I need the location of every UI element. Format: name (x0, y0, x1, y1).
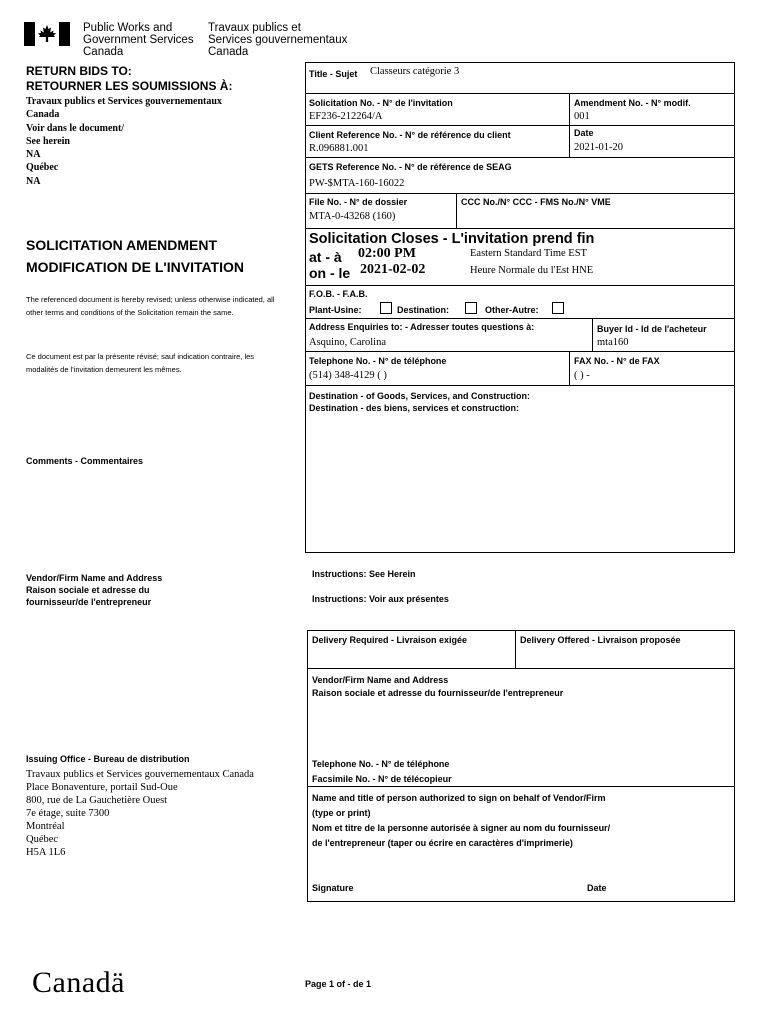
comments-label: Comments - Commentaires (26, 456, 144, 466)
plant-label: Plant-Usine: (309, 305, 362, 315)
department-name-en: Public Works and Government Services Canada (83, 22, 194, 58)
canada-flag-icon (24, 22, 70, 46)
vendor-facsimile-label: Facsimile No. - N° de télécopieur (312, 774, 452, 784)
closes-timezone-en: Eastern Standard Time EST (470, 248, 587, 259)
file-no-value: MTA-0-43268 (160) (309, 211, 396, 222)
other-label: Other-Autre: (485, 305, 539, 315)
amendment-no-label: Amendment No. - N° modif. (574, 98, 691, 108)
fax-label: FAX No. - N° de FAX (574, 356, 660, 366)
gets-ref-label: GETS Reference No. - N° de référence de SEAG (309, 162, 512, 172)
fax-value: ( ) - (574, 370, 590, 381)
other-checkbox[interactable] (552, 302, 564, 314)
return-bids-title-en: RETURN BIDS TO: (26, 64, 132, 78)
authorized-person-label: Name and title of person authorized to sign on behalf of Vendor/Firm (type or print) Nom et titre de la personne autorisée à signer au nom du fournisseur/ de l'entrepreneur (taper ou écrire en caractères d'imprimerie) (312, 793, 611, 848)
buyer-id-value: mta160 (597, 337, 629, 348)
return-bids-line: Québec (26, 162, 59, 174)
client-ref-label: Client Reference No. - N° de référence du client (309, 130, 511, 140)
closes-on-label: on - le (309, 265, 351, 281)
plant-checkbox[interactable] (380, 302, 392, 314)
fob-label: F.O.B. - F.A.B. (309, 289, 368, 299)
date-label: Date (574, 128, 594, 138)
issuing-office-label: Issuing Office - Bureau de distribution (26, 754, 190, 764)
issuing-line: Québec (26, 834, 59, 845)
signature-label: Signature (312, 883, 354, 893)
closes-at-label: at - à (309, 249, 342, 265)
return-bids-line: Voir dans le document/ (26, 122, 125, 134)
return-bids-address (26, 95, 222, 188)
buyer-id-label: Buyer Id - Id de l'acheteur (597, 324, 707, 334)
destination-checkbox[interactable] (465, 302, 477, 314)
solicitation-no-value: EF236-212264/A (309, 111, 383, 122)
issuing-line: Travaux publics et Services gouvernementaux Canada (26, 769, 254, 780)
amendment-no-value: 001 (574, 111, 590, 122)
vendor-telephone-label: Telephone No. - N° de téléphone (312, 759, 450, 769)
return-bids-line: See herein (26, 135, 70, 147)
closes-date-value: 2021-02-02 (360, 262, 426, 277)
gets-ref-value: PW-$MTA-160-16022 (309, 178, 405, 189)
return-bids-line: Travaux publics et Services gouvernementaux (26, 96, 222, 107)
closes-title: Solicitation Closes - L'invitation prend fin (309, 231, 595, 247)
return-bids-line: NA (26, 175, 41, 187)
file-no-label: File No. - N° de dossier (309, 197, 408, 207)
solicitation-no-label: Solicitation No. - N° de l'invitation (309, 98, 453, 108)
return-bids-title-fr: RETOURNER LES SOUMISSIONS À: (26, 79, 233, 93)
canada-wordmark: Canadä (32, 966, 125, 999)
issuing-line: 7e étage, suite 7300 (26, 808, 110, 819)
issuing-office-address (26, 768, 254, 859)
address-enquiries-label: Address Enquiries to: - Adresser toutes questions à: (309, 322, 535, 332)
amendment-text-en: The referenced document is hereby revised; unless otherwise indicated, all other terms and conditions of the Solicitation remain the same. (26, 295, 275, 317)
ccc-no-label: CCC No./N° CCC - FMS No./N° VME (461, 197, 611, 207)
title-value: Classeurs catégorie 3 (370, 66, 460, 77)
client-ref-value: R.096881.001 (309, 143, 369, 154)
issuing-line: Place Bonaventure, portail Sud-Oue (26, 782, 178, 793)
closes-timezone-fr: Heure Normale du l'Est HNE (470, 265, 594, 276)
issuing-line: H5A 1L6 (26, 847, 66, 858)
phone-value: (514) 348-4129 ( ) (309, 370, 387, 381)
delivery-required-label: Delivery Required - Livraison exigée (312, 635, 468, 645)
amendment-title-fr: MODIFICATION DE L'INVITATION (26, 259, 244, 275)
vendor-name-address-label: Vendor/Firm Name and Address Raison sociale et adresse du fournisseur/de l'entrepreneur (312, 675, 564, 698)
title-label: Title - Sujet (309, 69, 358, 79)
delivery-offered-label: Delivery Offered - Livraison proposée (520, 635, 681, 645)
amendment-text-fr: Ce document est par la présente révisé; sauf indication contraire, les modalités de l'invitation demeurent les mêmes. (26, 352, 255, 374)
instructions-en: Instructions: See Herein (312, 569, 416, 579)
return-bids-line: Canada (26, 109, 60, 121)
issuing-line: 800, rue de La Gauchetière Ouest (26, 795, 168, 806)
destination-checkbox-label: Destination: (397, 305, 450, 315)
amendment-title-en: SOLICITATION AMENDMENT (26, 237, 218, 253)
instructions-fr: Instructions: Voir aux présentes (312, 594, 449, 604)
signature-date-label: Date (587, 883, 607, 893)
phone-label: Telephone No. - N° de téléphone (309, 356, 447, 366)
page-number: Page 1 of - de 1 (305, 979, 372, 989)
address-enquiries-value: Asquino, Carolina (309, 337, 386, 348)
issuing-line: Montréal (26, 821, 65, 832)
destination-goods-label: Destination - of Goods, Services, and Construction: Destination - des biens, services et construction: (309, 391, 531, 413)
department-name-fr: Travaux publics et Services gouvernementaux Canada (208, 22, 348, 58)
closes-time-value: 02:00 PM (358, 246, 416, 261)
date-value: 2021-01-20 (574, 142, 623, 153)
return-bids-line: NA (26, 149, 41, 161)
vendor-left-label: Vendor/Firm Name and Address Raison sociale et adresse du fournisseur/de l'entrepreneur (26, 573, 163, 607)
